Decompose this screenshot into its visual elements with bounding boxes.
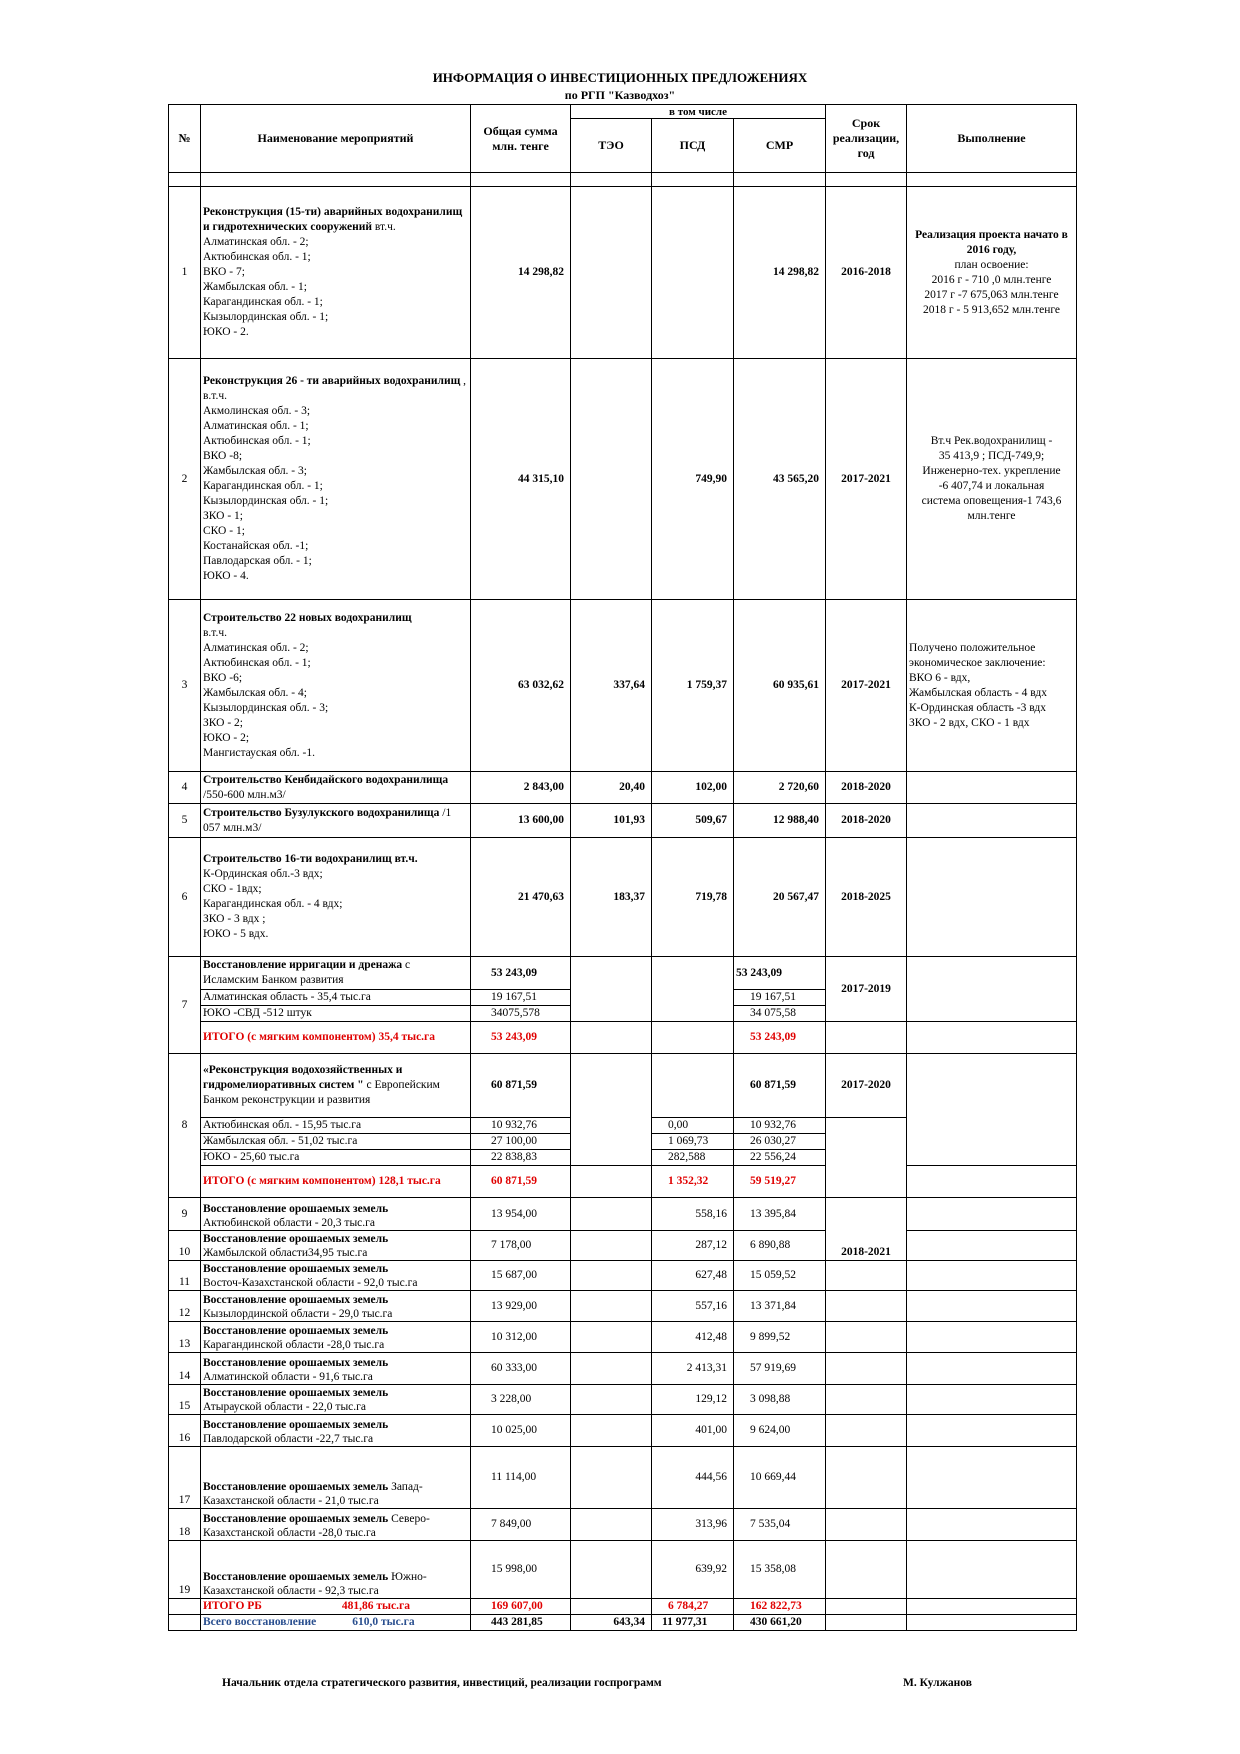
row-total: 60 333,00 xyxy=(471,1353,571,1385)
row-num: 4 xyxy=(169,772,201,804)
itogo-name: ИТОГО (с мягким компонентом) 128,1 тыс.га xyxy=(201,1166,471,1198)
header-exec: Выполнение xyxy=(907,105,1077,173)
row-num: 3 xyxy=(169,600,201,772)
row-psd: 401,00 xyxy=(652,1415,734,1447)
row-name: Восстановление орошаемых земель Актюбинской области - 20,3 тыс.га xyxy=(201,1198,471,1231)
itogo-psd: 1 352,32 xyxy=(652,1166,734,1198)
itogo-name: ИТОГО (с мягким компонентом) 35,4 тыс.га xyxy=(201,1022,471,1054)
sub-name: Алматинская область - 35,4 тыс.га xyxy=(201,990,471,1006)
row-num: 6 xyxy=(169,838,201,957)
sub-name: Актюбинская обл. - 15,95 тыс.га xyxy=(201,1118,471,1134)
header-num: № xyxy=(169,105,201,173)
row-total: 44 315,10 xyxy=(471,359,571,600)
header-incl: в том числе xyxy=(571,105,826,119)
vsego-name: Всего восстановление 610,0 тыс.га xyxy=(201,1615,471,1631)
table-row xyxy=(169,1415,1077,1447)
itogo-row xyxy=(169,1166,1077,1198)
row-name: Восстановление орошаемых земель Восточ-Казахстанской области - 92,0 тыс.га xyxy=(201,1261,471,1291)
table-row xyxy=(169,804,1077,838)
row-teo xyxy=(571,359,652,600)
row-psd: 102,00 xyxy=(652,772,734,804)
itogo-rb-row xyxy=(169,1599,1077,1615)
row-num: 12 xyxy=(169,1291,201,1322)
row-psd: 627,48 xyxy=(652,1261,734,1291)
row-term: 2017-2020 xyxy=(826,1054,907,1118)
row-psd: 412,48 xyxy=(652,1322,734,1353)
sub-name: Жамбылская обл. - 51,02 тыс.га xyxy=(201,1134,471,1150)
row-teo: 337,64 xyxy=(571,600,652,772)
row-term: 2018-2020 xyxy=(826,772,907,804)
table-row xyxy=(169,1353,1077,1385)
row-num: 11 xyxy=(169,1261,201,1291)
row-exec: Вт.ч Рек.водохранилищ - 35 413,9 ; ПСД-749,9; Инженерно-тех. укрепление -6 407,74 и локальная система оповещения-1 743,6 млн.тенге xyxy=(907,359,1077,600)
itogo-rb-total: 169 607,00 xyxy=(471,1599,571,1615)
row-name: Строительство Бузулукского водохранилища /1 057 млн.м3/ xyxy=(201,804,471,838)
row-smr: 57 919,69 xyxy=(734,1353,826,1385)
investment-table xyxy=(168,104,1077,1631)
row-name: Строительство 16-ти водохранилищ вт.ч. К-Ординская обл.-3 вдх; СКО - 1вдх; Карагандинская обл. - 4 вдх; ЗКО - 3 вдх ; ЮКО - 5 вдх. xyxy=(201,838,471,957)
row-smr: 10 669,44 xyxy=(734,1447,826,1509)
row-name: Восстановление орошаемых земель Атырауской области - 22,0 тыс.га xyxy=(201,1385,471,1415)
row-total: 14 298,82 xyxy=(471,187,571,359)
row-smr: 14 298,82 xyxy=(734,187,826,359)
spacer-row xyxy=(169,173,1077,187)
row-name: Восстановление орошаемых земель Павлодарской области -22,7 тыс.га xyxy=(201,1415,471,1447)
header-name: Наименование мероприятий xyxy=(201,105,471,173)
row-name: Восстановление орошаемых земель Карагандинской области -28,0 тыс.га xyxy=(201,1322,471,1353)
row-num: 16 xyxy=(169,1415,201,1447)
itogo-smr: 53 243,09 xyxy=(734,1022,826,1054)
row-name: Строительство Кенбидайского водохранилища /550-600 млн.м3/ xyxy=(201,772,471,804)
row-term: 2018-2021 xyxy=(826,1198,907,1261)
row-num: 7 xyxy=(169,957,201,1054)
table-row xyxy=(169,957,1077,990)
table-row xyxy=(169,1509,1077,1541)
table-row xyxy=(169,1291,1077,1322)
row-name: Восстановление орошаемых земель Алматинской области - 91,6 тыс.га xyxy=(201,1353,471,1385)
header-teo: ТЭО xyxy=(571,119,652,173)
row-exec: Получено положительное экономическое заключение: ВКО 6 - вдх, Жамбылская область - 4 вдх К-Ординская область -3 вдх ЗКО - 2 вдх, СКО - 1 вдх xyxy=(907,600,1077,772)
header-smr: СМР xyxy=(734,119,826,173)
table-row xyxy=(169,1322,1077,1353)
row-num: 1 xyxy=(169,187,201,359)
row-psd: 287,12 xyxy=(652,1231,734,1261)
row-total: 13 954,00 xyxy=(471,1198,571,1231)
table-row xyxy=(169,1385,1077,1415)
sub-total: 27 100,00 xyxy=(471,1134,571,1150)
table-row xyxy=(169,1231,1077,1261)
row-total: 63 032,62 xyxy=(471,600,571,772)
row-smr: 43 565,20 xyxy=(734,359,826,600)
row-teo xyxy=(571,187,652,359)
row-total: 60 871,59 xyxy=(471,1054,571,1118)
row-num: 10 xyxy=(169,1231,201,1261)
row-psd xyxy=(652,187,734,359)
row-term: 2017-2019 xyxy=(826,957,907,1022)
row-total: 10 025,00 xyxy=(471,1415,571,1447)
sub-smr: 34 075,58 xyxy=(734,1006,826,1022)
row-term: 2018-2020 xyxy=(826,804,907,838)
table-row xyxy=(169,187,1077,359)
row-psd: 444,56 xyxy=(652,1447,734,1509)
table-row xyxy=(169,772,1077,804)
row-num: 15 xyxy=(169,1385,201,1415)
row-name: «Реконструкция водохозяйственных и гидромелиоративных систем " с Европейским Банком реконструкции и развития xyxy=(201,1054,471,1118)
sub-total: 34075,578 xyxy=(471,1006,571,1022)
row-psd: 2 413,31 xyxy=(652,1353,734,1385)
row-name: Восстановление орошаемых земель Южно- Казахстанской области - 92,3 тыс.га xyxy=(201,1541,471,1599)
sub-psd: 1 069,73 xyxy=(652,1134,734,1150)
document-subtitle: по РГП "Казводхоз" xyxy=(564,88,676,102)
row-name: Реконструкция 26 - ти аварийных водохранилищ , в.т.ч. Акмолинская обл. - 3; Алматинская обл. - 1; Актюбинская обл. - 1; ВКО -8; Жамбылская обл. - 3; Карагандинская обл. - 1; Кызылординская обл. - 1; ЗКО - 1; СКО - 1; Костанайская обл. -1; Павлодарская обл. - 1; ЮКО - 4. xyxy=(201,359,471,600)
row-total: 10 312,00 xyxy=(471,1322,571,1353)
document-title: ИНФОРМАЦИЯ О ИНВЕСТИЦИОННЫХ ПРЕДЛОЖЕНИЯХ xyxy=(432,70,808,85)
row-smr: 60 935,61 xyxy=(734,600,826,772)
row-num: 8 xyxy=(169,1054,201,1198)
row-name: Восстановление орошаемых земель Кызылординской области - 29,0 тыс.га xyxy=(201,1291,471,1322)
row-name: Строительство 22 новых водохранилищ в.т.ч. Алматинская обл. - 2; Актюбинская обл. - 1; ВКО -6; Жамбылская обл. - 4; Кызылординская обл. - 3; ЗКО - 2; ЮКО - 2; Мангистауская обл. -1. xyxy=(201,600,471,772)
header-psd: ПСД xyxy=(652,119,734,173)
row-name: Реконструкция (15-ти) аварийных водохранилищ и гидротехнических сооружений вт.ч. Алматинская обл. - 2; Актюбинская обл. - 1; ВКО - 7; Жамбылская обл. - 1; Карагандинская обл. - 1; Кызылординская обл. - 1; ЮКО - 2. xyxy=(201,187,471,359)
itogo-rb-name: ИТОГО РБ 481,86 тыс.га xyxy=(201,1599,471,1615)
row-total: 13 929,00 xyxy=(471,1291,571,1322)
row-name: Восстановление ирригации и дренажа с Исламским Банком развития xyxy=(201,957,471,990)
itogo-row xyxy=(169,1022,1077,1054)
sub-smr: 19 167,51 xyxy=(734,990,826,1006)
row-num: 9 xyxy=(169,1198,201,1231)
row-name: Восстановление орошаемых земель Жамбылской области34,95 тыс.га xyxy=(201,1231,471,1261)
footer-position: Начальник отдела стратегического развития, инвестиций, реализации госпрограмм xyxy=(222,1677,662,1689)
row-smr: 60 871,59 xyxy=(734,1054,826,1118)
table-row xyxy=(169,1541,1077,1599)
footer-signer: М. Кулжанов xyxy=(903,1677,972,1689)
itogo-psd xyxy=(652,1022,734,1054)
itogo-rb-smr: 162 822,73 xyxy=(734,1599,826,1615)
row-teo: 101,93 xyxy=(571,804,652,838)
table-row xyxy=(169,838,1077,957)
row-smr: 53 243,09 xyxy=(734,957,826,990)
row-name: Восстановление орошаемых земель Запад- Казахстанской области - 21,0 тыс.га xyxy=(201,1447,471,1509)
row-total: 53 243,09 xyxy=(471,957,571,990)
row-psd: 509,67 xyxy=(652,804,734,838)
row-exec: Реализация проекта начато в 2016 году, план освоение: 2016 г - 710 ,0 млн.тенге 2017 г -7 675,063 млн.тенге 2018 г - 5 913,652 млн.тенге xyxy=(907,187,1077,359)
table-row xyxy=(169,1447,1077,1509)
row-num: 2 xyxy=(169,359,201,600)
row-psd: 313,96 xyxy=(652,1509,734,1541)
row-term: 2017-2021 xyxy=(826,600,907,772)
row-smr: 12 988,40 xyxy=(734,804,826,838)
row-term: 2018-2025 xyxy=(826,838,907,957)
vsego-psd: 11 977,31 xyxy=(652,1615,734,1631)
row-num: 19 xyxy=(169,1541,201,1599)
sub-smr: 22 556,24 xyxy=(734,1150,826,1166)
row-smr: 20 567,47 xyxy=(734,838,826,957)
row-smr: 15 358,08 xyxy=(734,1541,826,1599)
vsego-total: 443 281,85 xyxy=(471,1615,571,1631)
sub-psd: 282,588 xyxy=(652,1150,734,1166)
row-num: 5 xyxy=(169,804,201,838)
row-total: 7 849,00 xyxy=(471,1509,571,1541)
table-row xyxy=(169,600,1077,772)
row-num: 17 xyxy=(169,1447,201,1509)
header-total: Общая сумма млн. тенге xyxy=(471,105,571,173)
row-name: Восстановление орошаемых земель Северо- Казахстанской области -28,0 тыс.га xyxy=(201,1509,471,1541)
table-row xyxy=(169,359,1077,600)
itogo-total: 53 243,09 xyxy=(471,1022,571,1054)
row-total: 2 843,00 xyxy=(471,772,571,804)
row-total: 13 600,00 xyxy=(471,804,571,838)
row-smr: 9 899,52 xyxy=(734,1322,826,1353)
row-smr: 13 371,84 xyxy=(734,1291,826,1322)
row-smr: 13 395,84 xyxy=(734,1198,826,1231)
sub-name: ЮКО - 25,60 тыс.га xyxy=(201,1150,471,1166)
row-psd: 1 759,37 xyxy=(652,600,734,772)
itogo-smr: 59 519,27 xyxy=(734,1166,826,1198)
row-total: 3 228,00 xyxy=(471,1385,571,1415)
vsego-smr: 430 661,20 xyxy=(734,1615,826,1631)
sub-total: 10 932,76 xyxy=(471,1118,571,1134)
sub-smr: 26 030,27 xyxy=(734,1134,826,1150)
row-psd: 129,12 xyxy=(652,1385,734,1415)
row-num: 14 xyxy=(169,1353,201,1385)
sub-name: ЮКО -СВД -512 штук xyxy=(201,1006,471,1022)
row-smr: 2 720,60 xyxy=(734,772,826,804)
vsego-teo: 643,34 xyxy=(571,1615,652,1631)
row-total: 15 998,00 xyxy=(471,1541,571,1599)
row-total: 7 178,00 xyxy=(471,1231,571,1261)
row-term: 2016-2018 xyxy=(826,187,907,359)
sub-psd: 0,00 xyxy=(652,1118,734,1134)
row-num: 13 xyxy=(169,1322,201,1353)
table-row xyxy=(169,1198,1077,1231)
row-smr: 7 535,04 xyxy=(734,1509,826,1541)
row-smr: 9 624,00 xyxy=(734,1415,826,1447)
vsego-row xyxy=(169,1615,1077,1631)
row-total: 15 687,00 xyxy=(471,1261,571,1291)
row-term: 2017-2021 xyxy=(826,359,907,600)
row-smr: 3 098,88 xyxy=(734,1385,826,1415)
itogo-total: 60 871,59 xyxy=(471,1166,571,1198)
row-num: 18 xyxy=(169,1509,201,1541)
table-row xyxy=(169,1054,1077,1118)
row-smr: 15 059,52 xyxy=(734,1261,826,1291)
row-psd: 639,92 xyxy=(652,1541,734,1599)
table-row xyxy=(169,1261,1077,1291)
row-psd: 719,78 xyxy=(652,838,734,957)
row-psd: 749,90 xyxy=(652,359,734,600)
row-teo: 183,37 xyxy=(571,838,652,957)
row-total: 21 470,63 xyxy=(471,838,571,957)
row-teo: 20,40 xyxy=(571,772,652,804)
itogo-rb-psd: 6 784,27 xyxy=(652,1599,734,1615)
sub-smr: 10 932,76 xyxy=(734,1118,826,1134)
header-term: Срок реализации, год xyxy=(826,105,907,173)
row-smr: 6 890,88 xyxy=(734,1231,826,1261)
row-psd: 557,16 xyxy=(652,1291,734,1322)
sub-total: 22 838,83 xyxy=(471,1150,571,1166)
sub-total: 19 167,51 xyxy=(471,990,571,1006)
row-total: 11 114,00 xyxy=(471,1447,571,1509)
row-psd: 558,16 xyxy=(652,1198,734,1231)
